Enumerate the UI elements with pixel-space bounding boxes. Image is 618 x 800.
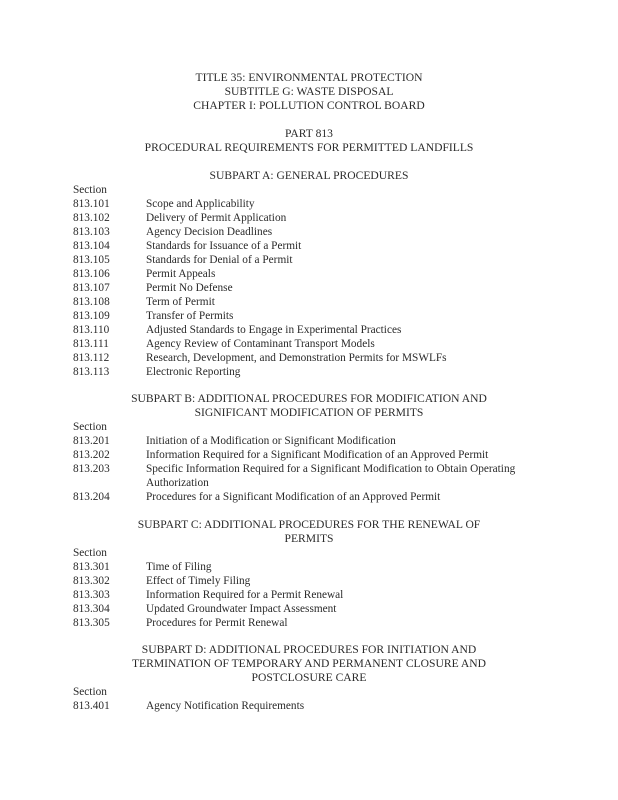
section-number: 813.105 <box>73 254 110 266</box>
subpart-a-heading: SUBPART A: GENERAL PROCEDURES <box>209 169 409 182</box>
section-number: 813.201 <box>73 435 110 447</box>
section-number: 813.101 <box>73 198 110 210</box>
part-number: PART 813 <box>285 127 333 140</box>
section-title: Procedures for Permit Renewal <box>146 617 288 629</box>
section-number: 813.401 <box>73 700 110 712</box>
section-title: Standards for Issuance of a Permit <box>146 240 302 252</box>
section-title: Agency Notification Requirements <box>146 700 305 712</box>
chapter-line: CHAPTER I: POLLUTION CONTROL BOARD <box>193 99 425 112</box>
section-title: Effect of Timely Filing <box>146 575 251 587</box>
subpart-d-heading: POSTCLOSURE CARE <box>251 671 367 684</box>
subtitle-line: SUBTITLE G: WASTE DISPOSAL <box>224 85 394 98</box>
section-title: Transfer of Permits <box>146 310 234 322</box>
section-number: 813.302 <box>73 575 110 587</box>
subpart-d-heading: SUBPART D: ADDITIONAL PROCEDURES FOR INITIATION AND <box>141 643 477 656</box>
section-number: 813.304 <box>73 603 110 615</box>
section-title: Research, Development, and Demonstration Permits for MSWLFs <box>146 352 447 364</box>
section-title: Information Required for a Permit Renewal <box>146 589 344 601</box>
section-number: 813.109 <box>73 310 110 322</box>
section-title: Agency Review of Contaminant Transport Models <box>146 338 375 350</box>
section-number: 813.104 <box>73 240 110 252</box>
section-number: 813.202 <box>73 449 110 461</box>
section-number: 813.203 <box>73 463 110 475</box>
subpart-b-heading: SUBPART B: ADDITIONAL PROCEDURES FOR MODIFICATION AND <box>131 392 487 405</box>
section-number: 813.305 <box>73 617 110 629</box>
section-title: Permit No Defense <box>146 282 233 294</box>
subpart-b-heading: SIGNIFICANT MODIFICATION OF PERMITS <box>194 406 424 419</box>
section-title: Delivery of Permit Application <box>146 212 287 224</box>
section-number: 813.301 <box>73 561 110 573</box>
section-title: Scope and Applicability <box>146 198 255 210</box>
section-number: 813.108 <box>73 296 110 308</box>
section-number: 813.106 <box>73 268 110 280</box>
section-number: 813.113 <box>73 366 110 378</box>
subpart-d-heading: TERMINATION OF TEMPORARY AND PERMANENT CLOSURE AND <box>131 657 487 670</box>
section-title: Agency Decision Deadlines <box>146 226 273 238</box>
section-label: Section <box>73 421 107 433</box>
part-name: PROCEDURAL REQUIREMENTS FOR PERMITTED LANDFILLS <box>144 141 474 154</box>
section-title: Initiation of a Modification or Significant Modification <box>146 435 396 447</box>
section-number: 813.103 <box>73 226 110 238</box>
section-label: Section <box>73 547 107 559</box>
section-title: Time of Filing <box>146 561 212 573</box>
section-title: Information Required for a Significant Modification of an Approved Permit <box>146 449 489 461</box>
section-title: Term of Permit <box>146 296 215 308</box>
section-title: Adjusted Standards to Engage in Experimental Practices <box>146 324 402 336</box>
section-title: Standards for Denial of a Permit <box>146 254 293 266</box>
section-number: 813.111 <box>73 338 109 350</box>
section-title: Permit Appeals <box>146 268 216 280</box>
section-number: 813.102 <box>73 212 110 224</box>
section-title: Electronic Reporting <box>146 366 241 378</box>
title-line: TITLE 35: ENVIRONMENTAL PROTECTION <box>195 71 423 84</box>
section-label: Section <box>73 184 107 196</box>
section-number: 813.112 <box>73 352 110 364</box>
section-number: 813.107 <box>73 282 110 294</box>
section-number: 813.110 <box>73 324 110 336</box>
section-title: Specific Information Required for a Significant Modification to Obtain Operating Authorization <box>146 463 516 489</box>
section-title: Procedures for a Significant Modification of an Approved Permit <box>146 491 441 503</box>
section-title: Updated Groundwater Impact Assessment <box>146 603 337 615</box>
subpart-c-heading: PERMITS <box>284 532 334 545</box>
section-number: 813.204 <box>73 491 110 503</box>
subpart-c-heading: SUBPART C: ADDITIONAL PROCEDURES FOR THE RENEWAL OF <box>137 518 481 531</box>
section-label: Section <box>73 686 107 698</box>
section-number: 813.303 <box>73 589 110 601</box>
